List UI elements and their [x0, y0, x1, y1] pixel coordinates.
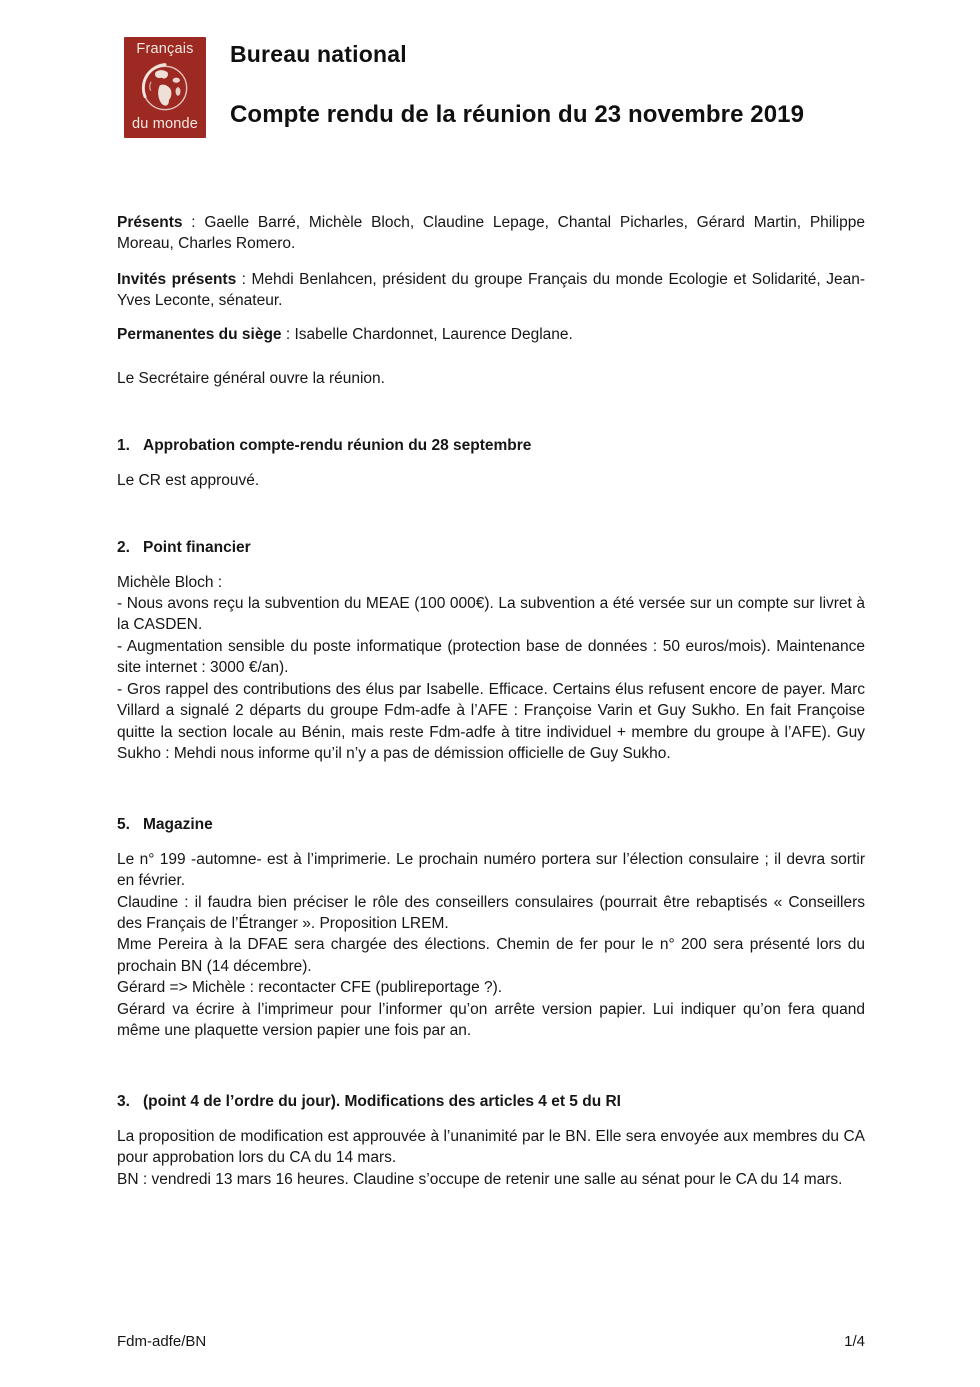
- section-5-paragraph: Le n° 199 -automne- est à l’imprimerie. Le prochain numéro portera sur l’élection consulaire ; il devra sortir en février.: [117, 850, 865, 890]
- fdm-logo: [124, 37, 206, 138]
- section-3-title: (point 4 de l’ordre du jour). Modifications des articles 4 et 5 du RI: [143, 1093, 621, 1111]
- section-5-paragraph: Mme Pereira à la DFAE sera chargée des élections. Chemin de fer pour le n° 200 sera présenté lors du prochain BN (14 décembre).: [117, 936, 865, 975]
- attendees-staff-text: : Isabelle Chardonnet, Laurence Deglane.: [281, 325, 573, 343]
- attendees-staff: [117, 324, 865, 345]
- attendees-guests-text: : Mehdi Benlahcen, président du groupe Français du monde Ecologie et Solidarité, Jean-Yves Leconte, sénateur.: [117, 270, 865, 310]
- document-body: [117, 212, 865, 1190]
- section-2-title: Point financier: [143, 539, 251, 557]
- page-title: Bureau national: [230, 41, 407, 67]
- section-5-title: Magazine: [143, 816, 213, 834]
- section-1-paragraph: Le CR est approuvé.: [117, 471, 260, 489]
- attendees-present-text: : Gaelle Barré, Michèle Bloch, Claudine Lepage, Chantal Picharles, Gérard Martin, Philippe Moreau, Charles Romero.: [117, 214, 865, 253]
- logo-bottom-text: du monde: [131, 116, 199, 132]
- section-5-paragraph: Claudine : il faudra bien préciser le rôle des conseillers consulaires (pourrait être rebaptisés « Conseillers des Français de l’Étranger ». Proposition LREM.: [117, 893, 865, 932]
- attendees-present-label: Présents: [117, 214, 183, 231]
- section-5-paragraph: Gérard va écrire à l’imprimeur pour l’informer qu’on arrête version papier. Lui indiquer qu’on fera quand même une plaquette version papier une fois par an.: [117, 1000, 865, 1039]
- footer-document-id: Fdm-adfe/BN: [117, 1333, 207, 1350]
- section-1-title: Approbation compte-rendu réunion du 28 septembre: [143, 437, 532, 455]
- section-3-heading: [117, 1091, 865, 1112]
- attendees-present: [117, 212, 865, 255]
- globe-icon: [139, 62, 191, 114]
- section-3-number: 3.: [117, 1093, 130, 1111]
- attendees-guests-label: Invités présents: [117, 270, 237, 288]
- page-footer: [117, 1333, 865, 1350]
- section-2-number: 2.: [117, 539, 130, 557]
- section-3-paragraph: BN : vendredi 13 mars 16 heures. Claudine s’occupe de retenir une salle au sénat pour le CA du 14 mars.: [117, 1170, 843, 1188]
- attendees-guests: [117, 269, 865, 312]
- attendees-staff-label: Permanentes du siège: [117, 325, 282, 343]
- opening-statement: Le Secrétaire général ouvre la réunion.: [117, 370, 385, 388]
- section-2-paragraph: - Gros rappel des contributions des élus par Isabelle. Efficace. Certains élus refusent encore de payer. Marc Villard a signalé 2 départs du groupe Fdm-adfe à l’AFE : Françoise Varin et Guy Sukho. En fait Françoise quitte la section locale au Bénin, mais reste Fdm-adfe à titre individuel + membre du groupe à l’AFE). Guy Sukho : Mehdi nous informe qu’il n’y a pas de démission officielle de Guy Sukho.: [117, 680, 865, 762]
- section-2-paragraph: - Nous avons reçu la subvention du MEAE (100 000€). La subvention a été versée sur un compte sur livret à la CASDEN.: [117, 595, 865, 634]
- section-1-heading: [117, 435, 865, 456]
- section-2-heading: [117, 537, 865, 558]
- section-3-paragraph: La proposition de modification est approuvée à l’unanimité par le BN. Elle sera envoyée aux membres du CA pour approbation lors du CA du 14 mars.: [117, 1127, 865, 1167]
- section-5-heading: [117, 814, 865, 835]
- section-1-number: 1.: [117, 437, 130, 455]
- section-5-paragraph: Gérard => Michèle : recontacter CFE (publireportage ?).: [117, 979, 503, 997]
- section-2-paragraph: Michèle Bloch :: [117, 573, 223, 591]
- page-subtitle: Compte rendu de la réunion du 23 novembre 2019: [230, 101, 805, 128]
- section-2-paragraph: - Augmentation sensible du poste informatique (protection base de données : 50 euros/mois). Maintenance site internet : 3000 €/an).: [117, 637, 865, 677]
- section-5-number: 5.: [117, 816, 130, 834]
- footer-page-number: 1/4: [844, 1333, 865, 1350]
- logo-top-text: Français: [136, 41, 194, 57]
